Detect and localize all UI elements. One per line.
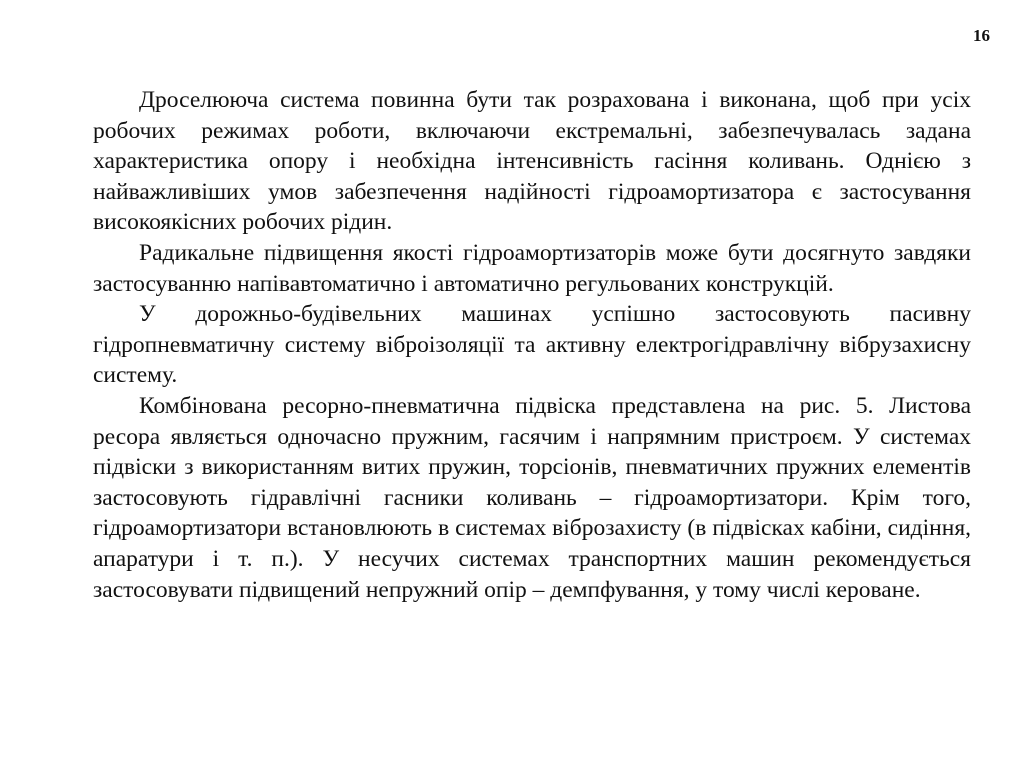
paragraph-radical-improvement: Радикальне підвищення якості гідроамортизаторів може бути досягнуто завдяки застосуванню напівавтоматично і автоматично регульованих конструкцій. <box>93 239 971 297</box>
paragraph-combined-suspension: Комбінована ресорно-пневматична підвіска представлена на рис. 5. Листова ресора являється одночасно пружним, гасячим і напрямним пристроєм. У системах підвіски з використанням витих пружин, торсіонів, пневматичних пружних елементів застосовують гідравлічні гасники коливань – гідроамортизатори. Крім того, гідроамортизатори встановлюють в системах віброзахисту (в підвісках кабіни, сидіння, апаратури і т. п.). У несучих системах транспортних машин рекомендується застосовувати підвищений непружний опір – демпфування, у тому числі кероване. <box>93 392 971 603</box>
document-body <box>93 85 971 605</box>
paragraph-road-machines: У дорожньо-будівельних машинах успішно застосовують пасивну гідропневматичну систему віброізоляції та активну електрогідравлічну вібрузахисну систему. <box>93 301 971 389</box>
page-number: 16 <box>973 26 990 45</box>
paragraph-throttle-system: Дроселююча система повинна бути так розрахована і виконана, щоб при усіх робочих режимах роботи, включаючи екстремальні, забезпечувалась задана характеристика опору і необхідна інтенсивність гасіння коливань. Однією з найважливіших умов забезпечення надійності гідроамортизатора є застосування високоякісних робочих рідин. <box>93 87 971 236</box>
